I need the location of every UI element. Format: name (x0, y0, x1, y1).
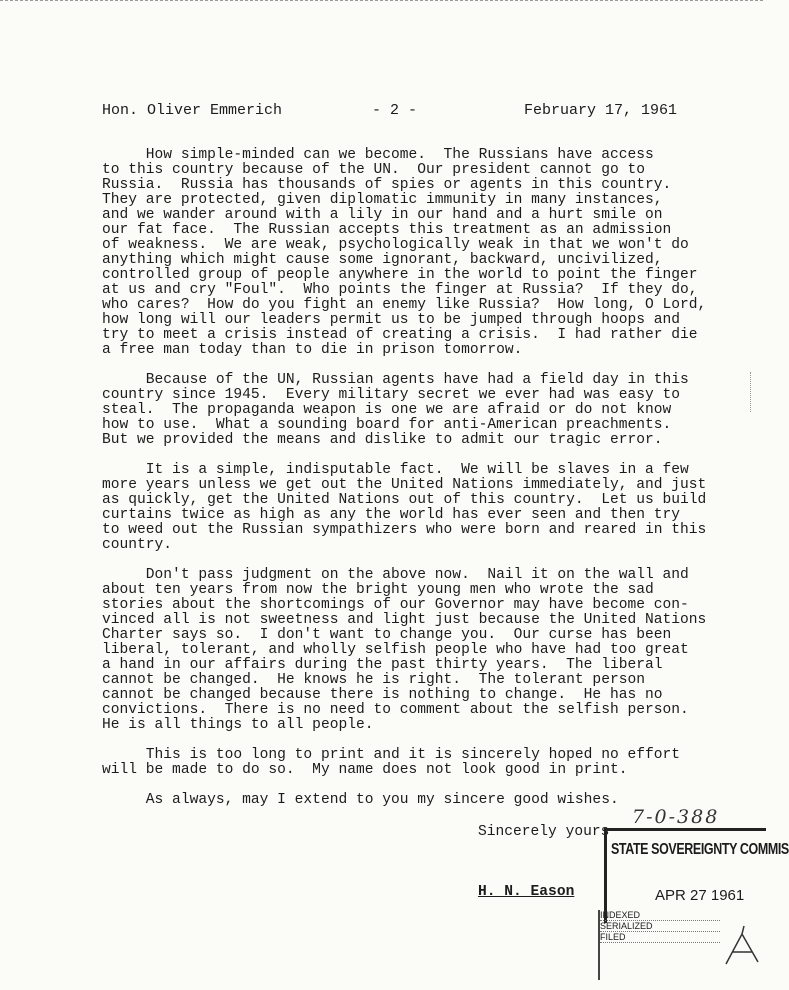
text-line: about ten years from now the bright young men who wrote the sad (102, 582, 654, 598)
stamp-field-serialized: SERIALIZED (600, 921, 720, 932)
text-line: how to use. What a sounding board for anti-American preachments. (102, 417, 672, 433)
text-line: will be made to do so. My name does not look good in print. (102, 762, 628, 778)
text-line: But we provided the means and dislike to admit our tragic error. (102, 432, 663, 448)
text-line: It is a simple, indisputable fact. We will be slaves in a few (102, 462, 689, 478)
text-line: vinced all is not sweetness and light just because the United Nations (102, 612, 707, 628)
text-line: Russia. Russia has thousands of spies or agents in this country. (102, 177, 672, 193)
text-line: This is too long to print and it is sincerely hoped no effort (102, 747, 681, 763)
text-line: try to meet a crisis instead of creating a crisis. I had rather die (102, 327, 698, 343)
text-line: They are protected, given diplomatic immunity in many instances, (102, 192, 663, 208)
page-number: - 2 - (372, 102, 418, 119)
text-line: to weed out the Russian sympathizers who were born and reared in this (102, 522, 707, 538)
text-line: to this country because of the UN. Our president cannot go to (102, 162, 645, 178)
text-line: Don't pass judgment on the above now. Nail it on the wall and (102, 567, 689, 583)
text-line: steal. The propaganda weapon is one we are afraid or do not know (102, 402, 672, 418)
text-line: a free man today than to die in prison tomorrow. (102, 342, 523, 358)
letter-header (0, 102, 763, 124)
text-line: a hand in our affairs during the past thirty years. The liberal (102, 657, 663, 673)
text-line: our fat face. The Russian accepts this treatment as an admission (102, 222, 672, 238)
received-stamp (604, 828, 789, 923)
handwritten-mark-icon (722, 920, 762, 970)
margin-mark (750, 372, 753, 412)
stamp-field-filed: FILED (600, 932, 720, 943)
text-line: cannot be changed because there is nothing to change. He has no (102, 687, 663, 703)
page-top-edge (0, 0, 763, 2)
text-line: of weakness. We are weak, psychologically weak in that we won't do (102, 237, 689, 253)
paragraph (102, 373, 742, 448)
text-line: controlled group of people anywhere in the world to point the finger (102, 267, 698, 283)
text-line: at us and cry "Foul". Who points the finger at Russia? If they do, (102, 282, 698, 298)
text-line: country. (102, 537, 173, 553)
text-line: cannot be changed. He knows he is right. The tolerant person (102, 672, 645, 688)
text-line: who cares? How do you fight an enemy like Russia? How long, O Lord, (102, 297, 707, 313)
text-line: curtains twice as high as any the world has ever seen and then try (102, 507, 681, 523)
text-line: and we wander around with a lily in our hand and a hurt smile on (102, 207, 663, 223)
closing-salutation: Sincerely yours (478, 824, 610, 840)
text-line: as quickly, get the United Nations out of this country. Let us build (102, 492, 707, 508)
text-line: liberal, tolerant, and wholly selfish people who have had too great (102, 642, 689, 658)
signature-name: H. N. Eason (478, 884, 575, 900)
text-line: Because of the UN, Russian agents have had a field day in this (102, 372, 689, 388)
text-line: He is all things to all people. (102, 717, 374, 733)
paragraph (102, 748, 742, 778)
text-line: anything which might cause some ignorant, backward, uncivilized, (102, 252, 663, 268)
text-line: how long will our leaders permit us to be jumped through hoops and (102, 312, 681, 328)
text-line: As always, may I extend to you my sincere good wishes. (102, 792, 619, 808)
paragraph (102, 463, 742, 553)
letter-date: February 17, 1961 (524, 102, 678, 119)
paragraph (102, 148, 742, 358)
recipient-name: Hon. Oliver Emmerich (102, 102, 283, 119)
stamp-agency: STATE SOVEREIGNTY COMMIS (611, 841, 789, 858)
stamp-field-indexed: INDEXED (600, 910, 720, 921)
handwritten-file-number: 7-0-388 (632, 806, 720, 828)
text-line: convictions. There is no need to comment about the selfish person. (102, 702, 689, 718)
text-line: country since 1945. Every military secret we ever had was easy to (102, 387, 681, 403)
text-line: Charter says so. I don't want to change you. Our curse has been (102, 627, 672, 643)
text-line: How simple-minded can we become. The Russians have access (102, 147, 654, 163)
paragraph (102, 568, 742, 733)
text-line: more years unless we get out the United Nations immediately, and just (102, 477, 707, 493)
stamp-date: APR 27 1961 (655, 887, 745, 904)
letter-body (102, 148, 742, 823)
text-line: stories about the shortcomings of our Governor may have become con- (102, 597, 689, 613)
